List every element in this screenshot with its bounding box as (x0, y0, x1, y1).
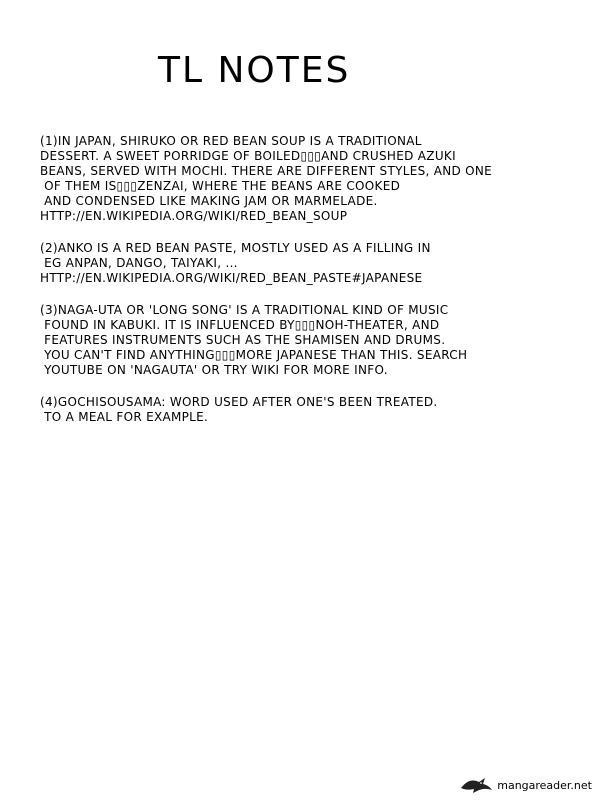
note-link: HTTP://EN.WIKIPEDIA.ORG/WIKI/RED_BEAN_PASTE#JAPANESE (40, 271, 423, 285)
page-title: TL NOTES (158, 50, 351, 91)
note-line: (4)GOCHISOUSAMA: WORD USED AFTER ONE'S BEEN TREATED. (40, 395, 438, 409)
note-line: TO A MEAL FOR EXAMPLE. (40, 410, 209, 424)
note-line: (2)ANKO IS A RED BEAN PASTE, MOSTLY USED AS A FILLING IN (40, 241, 431, 255)
note-3 (40, 303, 560, 378)
note-line: EG ANPAN, DANGO, TAIYAKI, ... (40, 256, 238, 270)
raven-logo-icon (459, 776, 493, 794)
note-line: (3)NAGA-UTA OR 'LONG SONG' IS A TRADITIONAL KIND OF MUSIC (40, 303, 449, 317)
watermark-text: mangareader.net (497, 778, 592, 792)
note-line: (1)IN JAPAN, SHIRUKO OR RED BEAN SOUP IS A TRADITIONAL (40, 134, 422, 148)
watermark (459, 776, 592, 794)
note-line: FOUND IN KABUKI. IT IS INFLUENCED BY▯▯▯NOH-THEATER, AND (40, 318, 440, 332)
tl-notes-list (40, 134, 560, 442)
note-link: HTTP://EN.WIKIPEDIA.ORG/WIKI/RED_BEAN_SOUP (40, 209, 348, 223)
note-line: DESSERT. A SWEET PORRIDGE OF BOILED▯▯▯AND CRUSHED AZUKI (40, 149, 456, 163)
note-line: YOUTUBE ON 'NAGAUTA' OR TRY WIKI FOR MORE INFO. (40, 363, 388, 377)
note-line: BEANS, SERVED WITH MOCHI. THERE ARE DIFFERENT STYLES, AND ONE (40, 164, 493, 178)
note-line: OF THEM IS▯▯▯ZENZAI, WHERE THE BEANS ARE COOKED (40, 179, 401, 193)
note-line: YOU CAN'T FIND ANYTHING▯▯▯MORE JAPANESE THAN THIS. SEARCH (40, 348, 468, 362)
note-line: FEATURES INSTRUMENTS SUCH AS THE SHAMISEN AND DRUMS. (40, 333, 446, 347)
note-2 (40, 241, 560, 286)
note-1 (40, 134, 560, 224)
note-line: AND CONDENSED LIKE MAKING JAM OR MARMELADE. (40, 194, 378, 208)
note-4 (40, 395, 560, 425)
